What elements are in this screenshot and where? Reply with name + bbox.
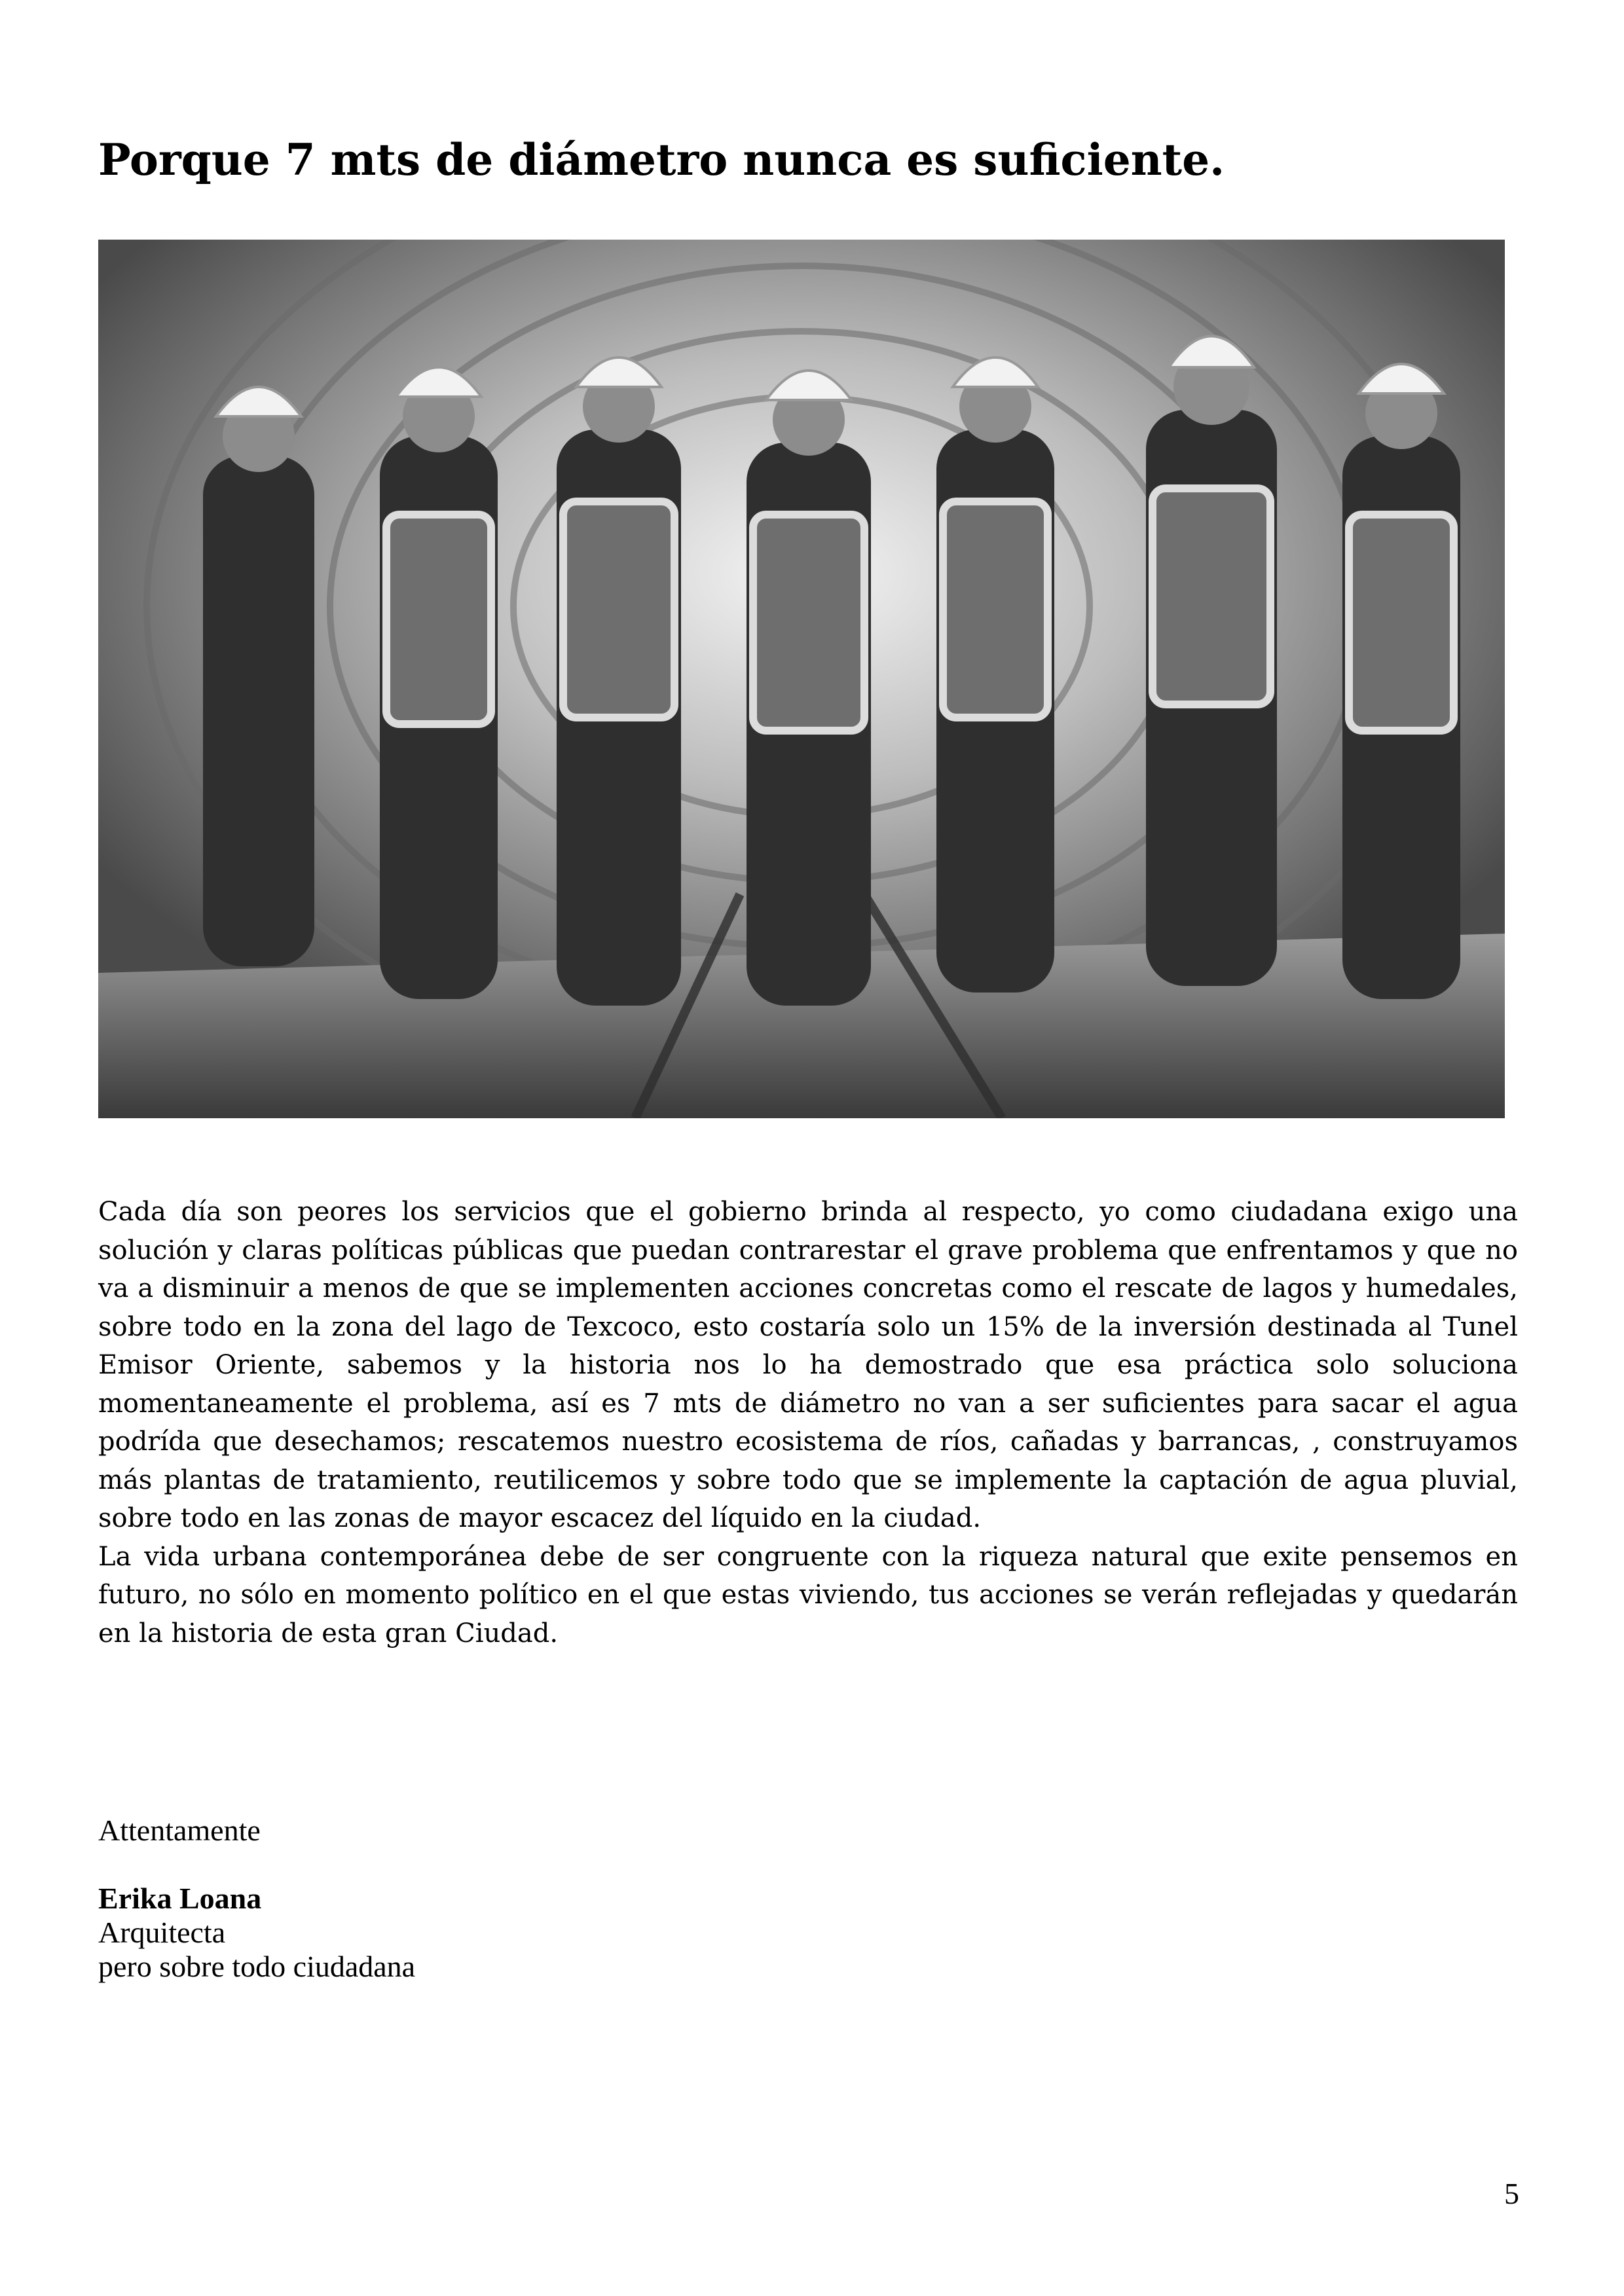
- body-paragraph-1: Cada día son peores los servicios que el gobierno brinda al respecto, yo como ciudadana exigo una solución y claras políticas públicas que puedan contrarestar el grave problema que enfrentamos y que no va a disminuir a menos de que se implementen acciones concretas como el rescate de lagos y humedales, sobre todo en la zona del lago de Texcoco, esto costaría solo un 15% de la inversión destinada al Tunel Emisor Oriente, sabemos y la historia nos lo ha demostrado que esa práctica solo soluciona momentaneamente el problema, así es 7 mts de diámetro no van a ser suficientes para sacar el agua podrída que desechamos; rescatemos nuestro ecosistema de ríos, cañadas y barrancas, , construyamos más plantas de tratamiento, reutilicemos y sobre todo que se implemente la captación de agua pluvial, sobre todo en las zonas de mayor escacez del líquido en la ciudad.: [98, 1197, 1518, 1533]
- spacer: [98, 1848, 415, 1882]
- body-paragraph-2: La vida urbana contemporánea debe de ser congruente con la riqueza natural que exite pensemos en futuro, no sólo en momento político en el que estas viviendo, tus acciones se verán reflejadas y quedarán en la historia de esta gran Ciudad.: [98, 1541, 1518, 1649]
- salutation: Attentamente: [98, 1813, 261, 1847]
- signer-name: Erika Loana: [98, 1882, 262, 1915]
- page-title: Porque 7 mts de diámetro nunca es suficiente.: [98, 134, 1225, 185]
- letter-closing: [98, 1813, 415, 1984]
- signer-role: Arquitecta: [98, 1916, 226, 1949]
- tunnel-photo-icon: [98, 240, 1505, 1118]
- signer-tagline: pero sobre todo ciudadana: [98, 1950, 416, 1983]
- tunnel-photo: [98, 240, 1505, 1118]
- page-number: 5: [1504, 2177, 1519, 2210]
- letter-body: [98, 1193, 1518, 1652]
